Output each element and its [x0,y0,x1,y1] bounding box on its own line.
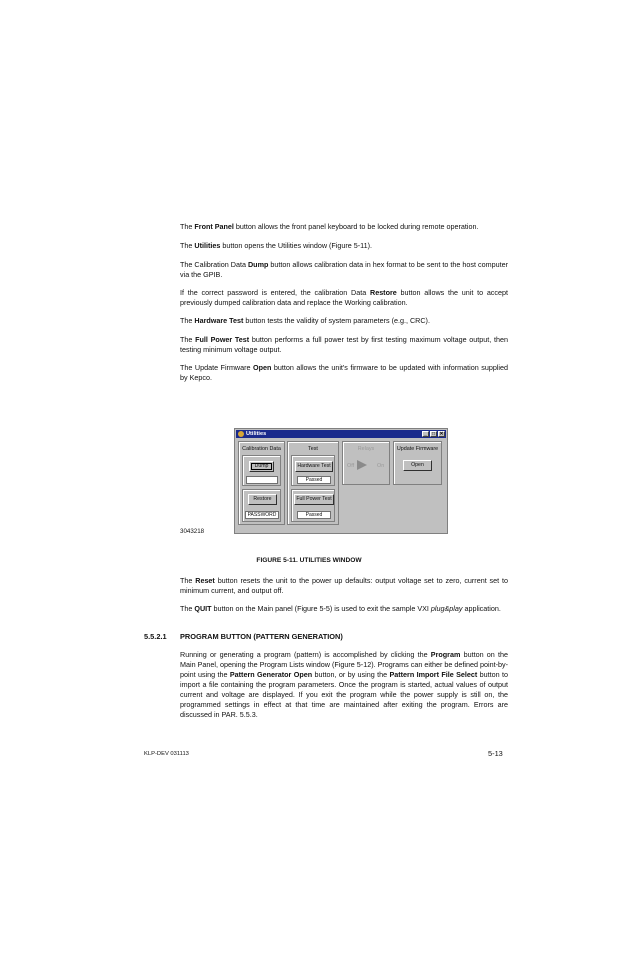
para-reset: The Reset button resets the unit to the power up defaults: output voltage set to zero, current set to minimum current, and output off. [180,576,508,595]
figure-number: 3043218 [180,528,205,535]
update-firmware-title: Update Firmware [396,446,439,452]
footer-doc-id: KLP-DEV 031113 [144,751,189,757]
test-group [287,441,339,525]
relays-title: Relays [357,446,375,452]
restore-subgroup [242,489,281,522]
dump-button[interactable]: Dump [249,461,274,472]
para-restore: If the correct password is entered, the calibration Data Restore button allows the unit to accept previously dumped calibration data and replace the Working calibration. [180,288,508,307]
section-number: 5.5.2.1 [144,632,167,641]
dump-status-field [246,476,278,484]
full-power-test-button[interactable]: Full Power Test [294,494,334,505]
minimize-icon[interactable]: _ [422,431,429,437]
section-title: PROGRAM BUTTON (PATTERN GENERATION) [180,632,343,641]
para-utilities: The Utilities button opens the Utilities window (Figure 5-11). [180,241,373,250]
update-firmware-group [393,441,442,485]
hardware-test-status: Passed [297,476,331,484]
para-full-power-test: The Full Power Test button performs a full power test by first testing maximum voltage output, then testing minimum voltage output. [180,335,508,354]
close-icon[interactable]: ✕ [439,431,444,437]
maximize-icon[interactable]: □ [431,431,436,437]
window-title: Utilities [246,431,267,437]
relay-toggle-icon [357,460,367,470]
calibration-data-group [238,441,285,525]
restore-button[interactable]: Restore [248,494,277,505]
para-dump: The Calibration Data Dump button allows calibration data in hex format to be sent to the host computer via the GPIB. [180,260,508,279]
app-icon [238,431,244,437]
para-front-panel: The Front Panel button allows the front panel keyboard to be locked during remote operation. [180,222,479,231]
relay-off-label: Off [347,463,355,469]
password-field[interactable]: PASSWORD [245,511,279,519]
page-number: 5-13 [488,749,503,758]
relay-on-label: On [377,463,385,469]
figure-caption: FIGURE 5-11. UTILITIES WINDOW [256,557,362,564]
para-hardware-test: The Hardware Test button tests the validity of system parameters (e.g., CRC). [180,316,430,325]
window-titlebar [236,430,446,438]
utilities-window [234,428,448,534]
calibration-data-title: Calibration Data [242,446,281,452]
full-power-test-status: Passed [297,511,331,519]
para-program-button: Running or generating a program (pattern) is accomplished by clicking the Program button on the Main Panel, opening the Program Lists window (Figure 5-12). Programs can either be defined point-by-point using the Pattern Generator Open button, or by using the Pattern Import File Select button to import a file containing the program parameters. Once the program is started, actual values of output current and voltage are displayed. If you exit the program while the power supply is still on, the programmed settings in effect at that time are maintained after exiting the program. Errors are discussed in PAR. 5.5.3. [180,650,508,719]
test-title: Test [308,446,318,452]
dump-subgroup [242,455,281,486]
hardware-test-subgroup [291,455,335,486]
full-power-test-subgroup [291,489,335,522]
open-firmware-button[interactable]: Open [403,460,432,471]
para-update-firmware: The Update Firmware Open button allows the unit's firmware to be updated with information supplied by Kepco. [180,363,509,382]
hardware-test-button[interactable]: Hardware Test [295,461,333,472]
para-quit: The QUIT button on the Main panel (Figure 5-5) is used to exit the sample VXI plug&play application. [180,604,501,613]
